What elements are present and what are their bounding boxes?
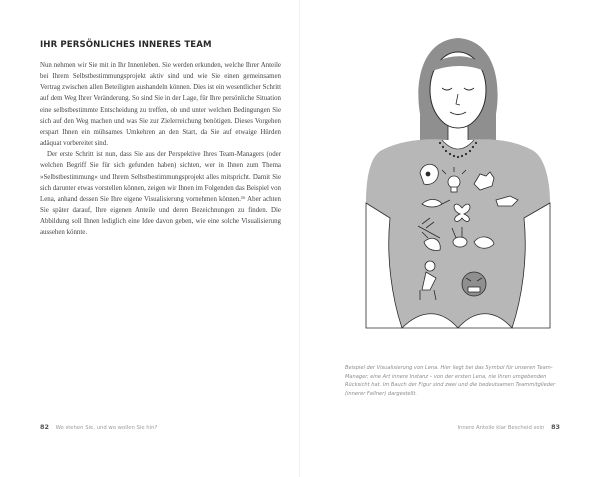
paragraph-1: Nun nehmen wir Sie mit in Ihr Innenleben. Sie werden erkunden, welche Ihrer Anteile bei Ihrem Selbstbestimmungsprojekt aktiv sind und wie Sie einen gemeinsamen Vertrag zwischen allen Beteiligten aushandeln können. Dies ist ein wesentlicher Schritt auf dem Weg Ihrer Veränderung. So sind Sie in der Lage, für Ihre persönliche Situation eine selbstbestimmte Entscheidung zu treffen, ob und unter welchen Bedingungen Sie sich auf den Weg machen und was Sie zur Zielerreichung benötigen. Dieses Vorgehen erspart Ihnen ein mühsames Umkehren an den Start, da Sie auf etwaige Hürden adäquat vorbereitet sind.: [40, 62, 281, 148]
angry-face-icon: [462, 272, 486, 296]
running-title: Wo stehen Sie, und wo wollen Sie hin?: [55, 425, 158, 431]
left-footer: [40, 423, 157, 431]
section-heading: IHR PERSÖNLICHES INNERES TEAM: [40, 40, 212, 50]
page-number: 82: [40, 423, 49, 431]
running-title: Innere Anteile klar Bescheid sein: [457, 425, 545, 431]
right-footer: [457, 423, 560, 431]
paragraph-2: Der erste Schritt ist nun, dass Sie aus der Perspektive Ihres Team-Managers (oder welchen Begriff Sie für sich gefunden haben) sichten, wer in Ihnen zum Thema »Selbstbestimmung« und Ihrem Selbstbestimmungsprojekt alles mitspricht. Damit Sie sich darunter etwas vorstellen können, zeigen wir Ihnen im Folgenden das Beispiel von Lena, anhand dessen Sie Ihre eigene Visualisierung vornehmen können.¹⁶ Aber achten Sie später darauf, Ihre eigenen Anteile und deren Bezeichnungen zu finden. Die Abbildung soll Ihnen lediglich eine Idee davon geben, wie eine solche Visualisierung aussehen könnte.: [40, 151, 281, 237]
right-page: [300, 0, 600, 477]
body-text: [40, 60, 281, 239]
figure-caption: Beispiel der Visualisierung von Lena. Hier liegt bei das Symbol für unseren Team-Manager, eine Art innere Instanz – von der ersten Lena, nie Ihren umgebenden Rücksicht hat. Im Bauch der Figur sind zwei und die bedeutsamen Teammitglieder (innerer Fellner) dargestellt.: [345, 365, 556, 397]
page-number: 83: [551, 423, 560, 431]
inner-team-illustration: [362, 28, 552, 346]
